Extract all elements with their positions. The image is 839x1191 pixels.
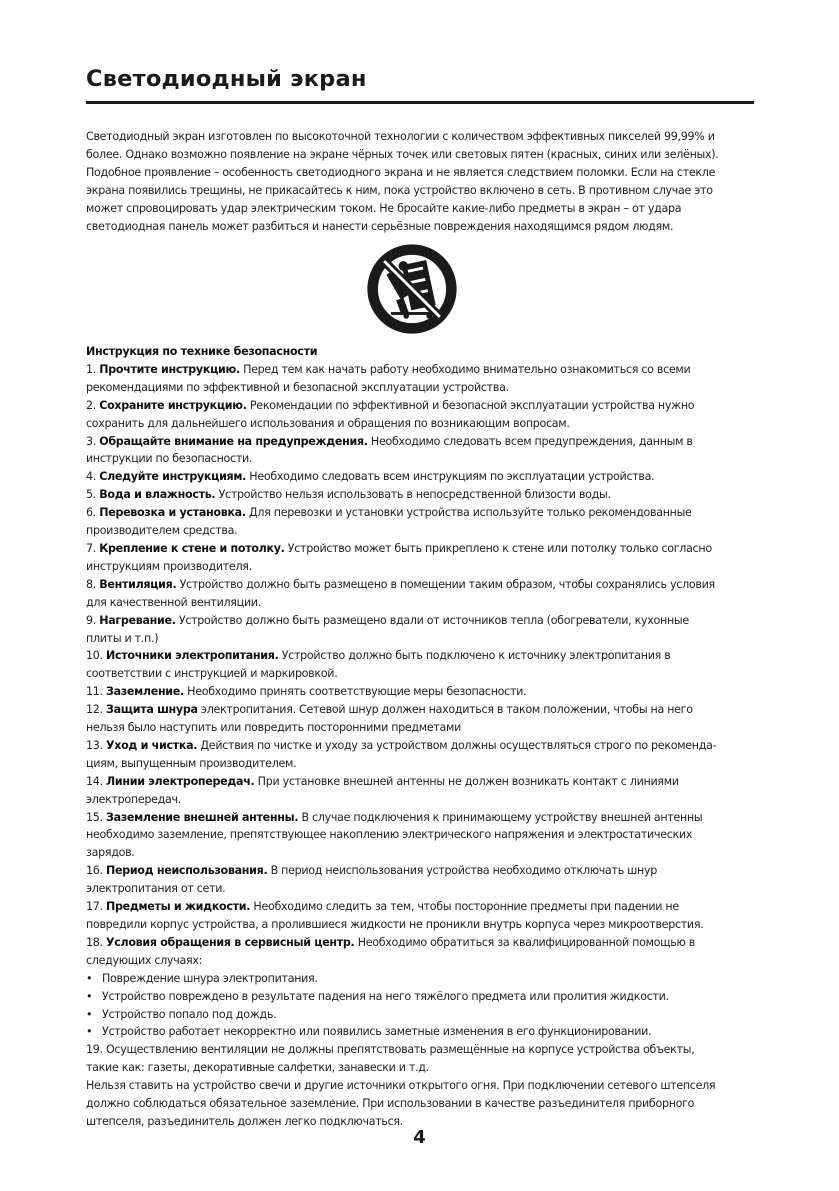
- instruction-continuation: [86, 450, 758, 468]
- instruction-item: [86, 934, 758, 952]
- item-text: Устройство нельзя использовать в непосредственной близости воды.: [215, 488, 611, 502]
- instruction-continuation: [86, 1077, 758, 1095]
- instruction-continuation: [86, 379, 758, 397]
- item-title: Заземление внешней антенны.: [105, 810, 299, 824]
- item-title: Прочтите инструкцию.: [99, 362, 240, 376]
- safety-heading: Инструкция по технике безопасности: [86, 345, 318, 358]
- intro-line: может спровоцировать удар электрическим током. Не бросайте какие-либо предметы в экран – от удара: [86, 202, 682, 215]
- item-text: Необходимо следить за тем, чтобы посторонние предметы при падении не: [250, 900, 679, 914]
- page-number: 4: [413, 1127, 426, 1148]
- instruction-item: [86, 683, 758, 701]
- item-text: Необходимо принять соответствующие меры безопасности.: [183, 685, 527, 699]
- instruction-continuation: [86, 826, 758, 844]
- instruction-item: [86, 809, 758, 827]
- item-text: штепселя, разъединитель должен легко подключаться.: [86, 1114, 404, 1128]
- instruction-item: [86, 486, 758, 504]
- item-number: 13.: [86, 738, 103, 752]
- instruction-item: [86, 397, 758, 415]
- item-number: 6.: [86, 506, 96, 520]
- instruction-item: [86, 737, 758, 755]
- safety-instructions: [86, 343, 758, 1131]
- item-text: электропитания. Сетевой шнур должен находиться в таком положении, чтобы на него: [197, 703, 693, 717]
- item-number: 18.: [86, 935, 103, 949]
- item-text: Повреждение шнура электропитания.: [102, 971, 318, 985]
- bullet-item: [86, 1006, 758, 1024]
- item-text: необходимо заземление, препятствующее накоплению электрического напряжения и электростатических: [86, 828, 693, 842]
- item-number: 9.: [86, 613, 96, 627]
- item-text: В случае подключения к принимающему устройству внешней антенны: [298, 810, 703, 824]
- item-text: Для перевозки и установки устройства используйте только рекомендованные: [245, 506, 692, 520]
- item-text: инструкциям производителя.: [86, 559, 252, 573]
- item-number: 14.: [86, 774, 103, 788]
- item-number: 5.: [86, 488, 96, 502]
- item-number: 16.: [86, 864, 103, 878]
- item-text: Устройство должно быть размещено в помещении таким образом, чтобы сохранялись условия: [176, 577, 715, 591]
- instruction-item: [86, 576, 758, 594]
- instruction-item: [86, 433, 758, 451]
- item-number: 11.: [86, 685, 103, 699]
- item-title: Линии электропередач.: [105, 774, 255, 788]
- item-text: Устройство попало под дождь.: [102, 1007, 277, 1021]
- item-text: Необходимо следовать всем инструкциям по эксплуатации устройства.: [246, 470, 655, 484]
- instruction-item: [86, 612, 758, 630]
- item-text: следующих случаях:: [86, 953, 203, 967]
- item-text: инструкции по безопасности.: [86, 452, 253, 466]
- item-number: 8.: [86, 577, 96, 591]
- item-text: сохранить для дальнейшего использования и обращения по возникающим вопросам.: [86, 416, 570, 430]
- item-text: Устройство должно быть размещено вдали от источников тепла (обогреватели, кухонные: [175, 613, 689, 627]
- page-title: Светодиодный экран: [86, 66, 367, 92]
- instruction-continuation: [86, 665, 758, 683]
- instruction-item: [86, 647, 758, 665]
- item-title: Перевозка и установка.: [99, 506, 246, 520]
- instruction-continuation: [86, 1095, 758, 1113]
- intro-line: более. Однако возможно появление на экране чёрных точек или световых пятен (красных, синих или зелёных).: [86, 148, 719, 161]
- item-text: повредили корпус устройства, а пролившиеся жидкости не проникли внутрь корпуса через микроотверстия.: [86, 918, 704, 931]
- item-text: Рекомендации по эффективной и безопасной эксплуатации устройства нужно: [246, 398, 695, 412]
- instruction-item: [86, 361, 758, 379]
- instruction-continuation: [86, 916, 758, 934]
- instruction-continuation: [86, 415, 758, 433]
- instruction-continuation: [86, 880, 758, 898]
- item-title: Следуйте инструкциям.: [99, 470, 247, 484]
- intro-line: Светодиодный экран изготовлен по высокоточной технологии с количеством эффективных пикселей 99,99% и: [86, 130, 715, 143]
- item-text: плиты и т.п.): [86, 631, 159, 645]
- item-title: Нагревание.: [99, 613, 176, 627]
- item-number: 12.: [86, 703, 103, 717]
- instruction-continuation: [86, 719, 758, 737]
- item-text: должно соблюдаться обязательное заземление. При использовании в качестве разъединителя приборного: [86, 1097, 695, 1111]
- item-text: электропередач.: [86, 792, 181, 806]
- instruction-item: [86, 540, 758, 558]
- item-title: Вода и влажность.: [99, 488, 216, 502]
- item-number: 3.: [86, 434, 96, 448]
- item-text: Устройство должно быть подключено к источнику электропитания в: [278, 649, 671, 663]
- instruction-continuation: [86, 791, 758, 809]
- instruction-continuation: [86, 522, 758, 540]
- item-number: 2.: [86, 398, 96, 412]
- item-text: зарядов.: [86, 846, 135, 860]
- item-title: Предметы и жидкости.: [105, 900, 251, 914]
- item-text: Устройство повреждено в результате падения на него тяжёлого предмета или пролития жидкости.: [102, 989, 669, 1003]
- item-number: 4.: [86, 470, 96, 484]
- instruction-continuation: [86, 844, 758, 862]
- item-text: для качественной вентиляции.: [86, 595, 261, 609]
- item-text: Нельзя ставить на устройство свечи и другие источники открытого огня. При подключении сетевого штепселя: [86, 1079, 716, 1093]
- item-text: В период неиспользования устройства необходимо отключать шнур: [267, 864, 657, 878]
- instruction-continuation: [86, 630, 758, 648]
- item-number: 15.: [86, 810, 103, 824]
- item-text: Устройство может быть прикреплено к стене или потолку только согласно: [284, 541, 712, 555]
- item-title: Вентиляция.: [99, 577, 177, 591]
- item-title: Источники электропитания.: [105, 649, 279, 663]
- item-text: Устройство работает некорректно или появились заметные изменения в его функционировании.: [102, 1025, 652, 1039]
- item-title: Обращайте внимание на предупреждения.: [99, 434, 368, 448]
- item-text: нельзя было наступить или повредить посторонними предметами: [86, 721, 462, 735]
- instruction-continuation: [86, 594, 758, 612]
- instruction-item: [86, 773, 758, 791]
- bullet-item: [86, 988, 758, 1006]
- item-title: Условия обращения в сервисный центр.: [105, 935, 355, 949]
- item-title: Крепление к стене и потолку.: [99, 541, 285, 555]
- item-text: При установке внешней антенны не должен возникать контакт с линиями: [254, 774, 679, 788]
- item-text: такие как: газеты, декоративные салфетки, занавески и т.д.: [86, 1061, 429, 1075]
- intro-line: Подобное проявление – особенность светодиодного экрана и не является следствием поломки. Если на стекле: [86, 166, 716, 179]
- item-text: Необходимо следовать всем предупреждения, данным в: [367, 434, 693, 448]
- instruction-continuation: [86, 755, 758, 773]
- intro-line: светодиодная панель может разбиться и нанести серьёзные повреждения находящимся рядом людям.: [86, 220, 674, 233]
- bullet-marker: •: [86, 1007, 93, 1021]
- item-title: Заземление.: [105, 685, 184, 699]
- bullet-marker: •: [86, 971, 93, 985]
- bullet-marker: •: [86, 989, 93, 1003]
- item-number: 10.: [86, 649, 103, 663]
- item-number: 1.: [86, 362, 96, 376]
- item-text: Действия по чистке и уходу за устройством должны осуществляться строго по рекоменда-: [197, 738, 717, 752]
- bullet-item: [86, 1023, 758, 1041]
- item-title: Защита шнура: [105, 703, 198, 717]
- item-text: Необходимо обратиться за квалифицированной помощью в: [354, 935, 696, 949]
- no-cart-tip-over-icon: [364, 241, 460, 337]
- instruction-item: [86, 504, 758, 522]
- bullet-item: [86, 970, 758, 988]
- item-text: 19. Осуществлению вентиляции не должны препятствовать размещённые на корпусе устройства объекты,: [86, 1043, 695, 1057]
- item-text: производителем средства.: [86, 524, 238, 538]
- intro-paragraph: [86, 128, 758, 236]
- item-number: 17.: [86, 900, 103, 914]
- item-title: Сохраните инструкцию.: [99, 398, 247, 412]
- item-text: Перед тем как начать работу необходимо внимательно ознакомиться со всеми: [239, 362, 691, 376]
- instruction-continuation: [86, 1059, 758, 1077]
- instruction-item: [86, 862, 758, 880]
- instruction-continuation: [86, 1041, 758, 1059]
- item-title: Период неиспользования.: [105, 864, 268, 878]
- title-divider: [86, 101, 754, 104]
- intro-line: экрана появились трещины, не прикасайтесь к ним, пока устройство включено в сеть. В противном случае это: [86, 184, 713, 197]
- item-text: рекомендациями по эффективной и безопасной эксплуатации устройства.: [86, 380, 509, 394]
- item-title: Уход и чистка.: [105, 738, 198, 752]
- item-text: циям, выпущенным производителем.: [86, 756, 297, 770]
- item-text: соответствии с инструкцией и маркировкой.: [86, 667, 338, 681]
- instruction-item: [86, 701, 758, 719]
- instruction-item: [86, 468, 758, 486]
- instruction-item: [86, 898, 758, 916]
- item-text: электропитания от сети.: [86, 882, 226, 896]
- item-number: 7.: [86, 541, 96, 555]
- instruction-continuation: [86, 558, 758, 576]
- instruction-continuation: [86, 952, 758, 970]
- bullet-marker: •: [86, 1025, 93, 1039]
